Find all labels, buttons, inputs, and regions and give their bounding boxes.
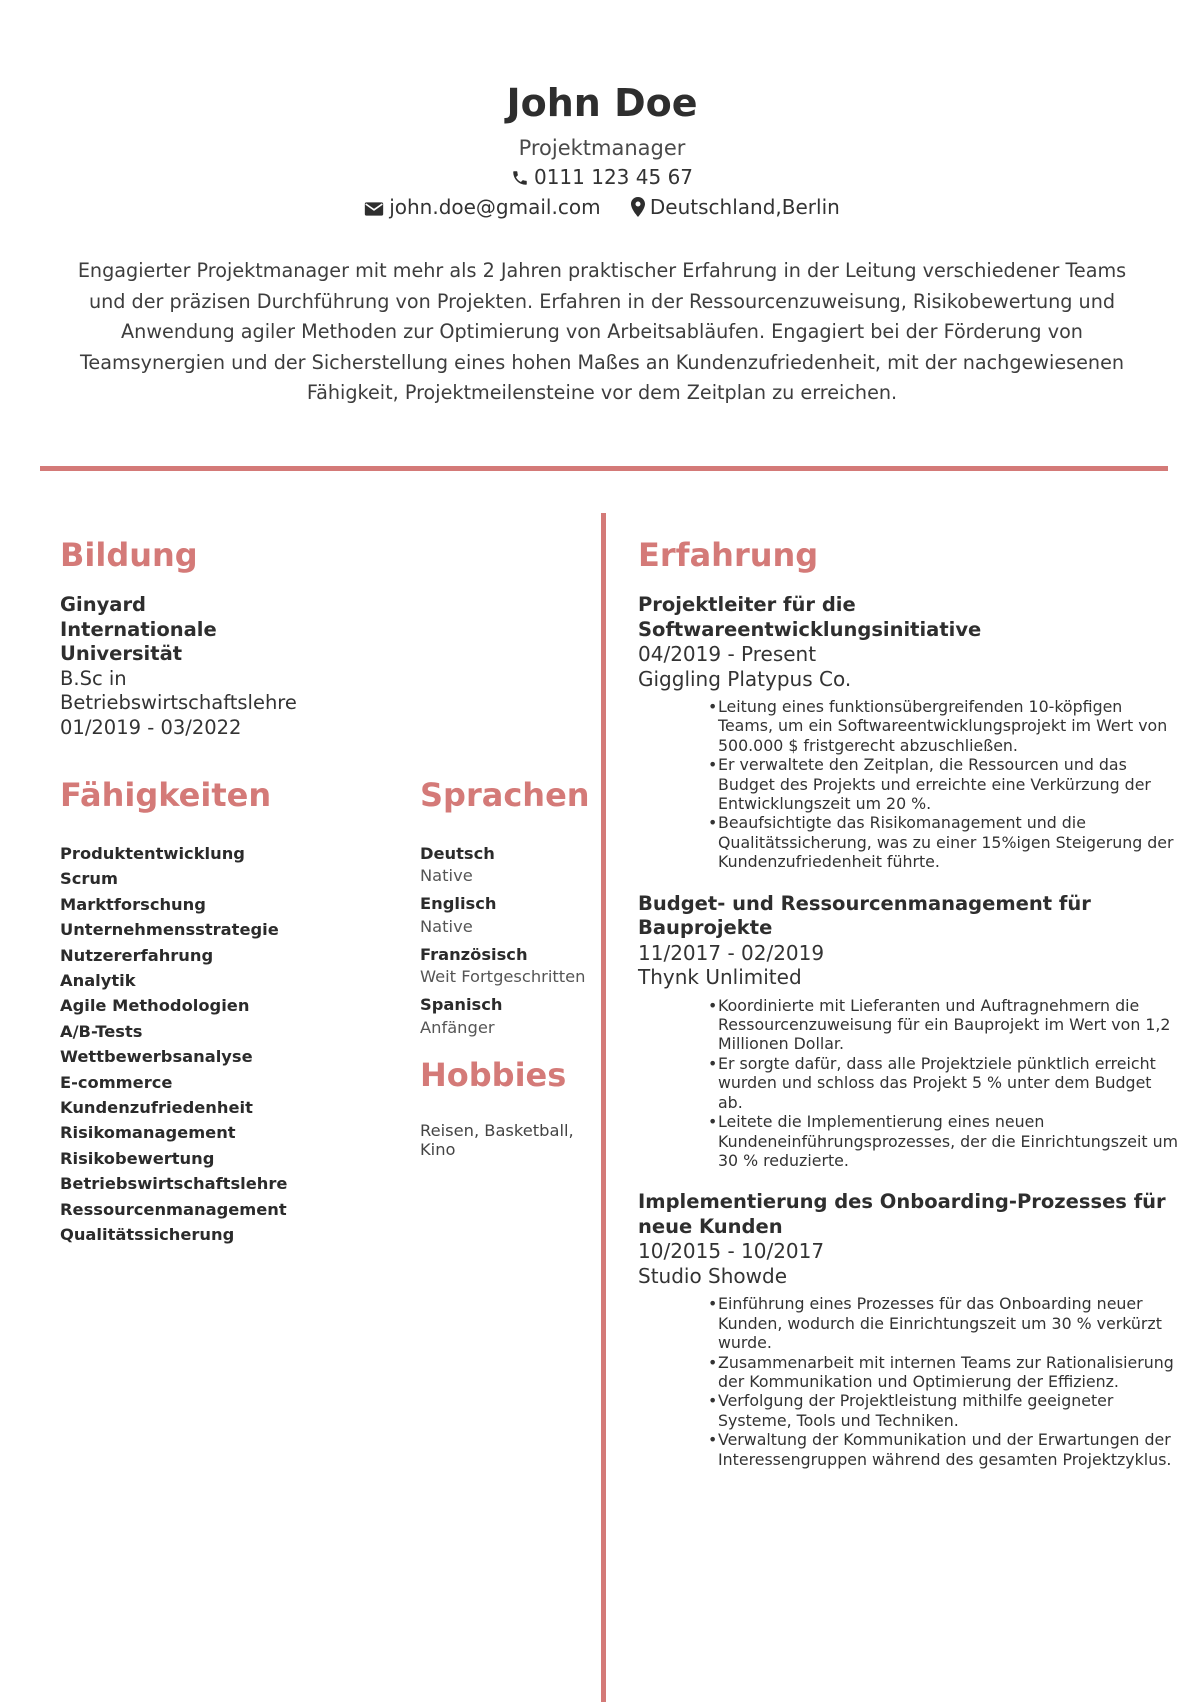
job-entry: [638, 1190, 1178, 1469]
skill-item: Wettbewerbsanalyse: [60, 1047, 253, 1067]
location-contact: [631, 192, 840, 222]
languages-list: [420, 841, 600, 1037]
experience-section: [638, 535, 1178, 1469]
job-bullets: [638, 996, 1178, 1171]
skill-item: Risikomanagement: [60, 1123, 236, 1143]
languages-heading: Sprachen: [420, 776, 590, 814]
language-level: Native: [420, 916, 473, 936]
contact-line: [0, 192, 1204, 222]
job-entry: [638, 892, 1178, 1171]
skill-item: Scrum: [60, 869, 118, 889]
job-company: Studio Showde: [638, 1263, 788, 1288]
profile-summary: Engagierter Projektmanager mit mehr als 2 Jahren praktischer Erfahrung in der Leitung verschiedener Teams und der präzisen Durchführung von Projekten. Erfahren in der Ressourcenzuweisung, Risikobewertung und Anwendung agiler Methoden zur Optimierung von Arbeitsabläufen. Engagiert bei der Förderung von Teamsynergien und der Sicherstellung eines hohen Maßes an Kundenzufriedenheit, mit der nachgewiesenen Fähigkeit, Projektmeilensteine vor dem Zeitplan zu erreichen.: [77, 259, 1127, 404]
skill-item: Betriebswirtschaftslehre: [60, 1174, 288, 1194]
skill-item: Qualitätssicherung: [60, 1225, 235, 1245]
job-title: Budget- und Ressourcenmanagement für Bauprojekte: [638, 891, 1091, 940]
job-company: Giggling Platypus Co.: [638, 666, 852, 691]
job-title: Projektleiter für die Softwareentwicklungsinitiative: [638, 593, 982, 641]
language-name: Französisch: [420, 944, 528, 964]
job-bullet: • Beaufsichtigte das Risikomanagement und die Qualitätssicherung, was zu einer 15%igen Steigerung der Kundenzufriedenheit führte.: [708, 813, 1178, 871]
language-name: Englisch: [420, 894, 497, 914]
envelope-icon: [364, 201, 384, 217]
language-level: Anfänger: [420, 1017, 495, 1037]
school-name: Ginyard Internationale Universität: [60, 593, 217, 665]
job-bullet: • Er verwaltete den Zeitplan, die Ressourcen und das Budget des Projekts und erreichte eine Verkürzung der Entwicklungszeit um 20 %.: [708, 755, 1178, 813]
skill-item: Analytik: [60, 971, 136, 991]
education-dates: 01/2019 - 03/2022: [60, 715, 242, 739]
job-bullets: [638, 1294, 1178, 1469]
horizontal-divider: [40, 466, 1168, 471]
skill-item: A/B-Tests: [60, 1021, 143, 1041]
email-address[interactable]: john.doe@gmail.com: [389, 195, 601, 219]
job-company: Thynk Unlimited: [638, 965, 802, 990]
skill-item: Nutzererfahrung: [60, 945, 214, 965]
job-title: Implementierung des Onboarding-Prozesses für neue Kunden: [638, 1190, 1166, 1238]
job-entry: [638, 593, 1178, 872]
job-bullet: • Koordinierte mit Lieferanten und Auftragnehmern die Ressourcenzuweisung für ein Bauprojekt im Wert von 1,2 Millionen Dollar.: [708, 996, 1178, 1054]
job-dates: 11/2017 - 02/2019: [638, 940, 825, 965]
candidate-name: John Doe: [506, 81, 698, 125]
skills-section: [60, 775, 380, 1248]
location-text: Deutschland,Berlin: [649, 195, 840, 219]
job-bullet: • Einführung eines Prozesses für das Onboarding neuer Kunden, wodurch die Einrichtungszeit um 30 % verkürzt wurde.: [708, 1294, 1178, 1352]
job-dates: 04/2019 - Present: [638, 642, 817, 666]
job-dates: 10/2015 - 10/2017: [638, 1239, 825, 1264]
skill-item: Produktentwicklung: [60, 844, 245, 863]
skill-item: Marktforschung: [60, 894, 206, 914]
email-contact[interactable]: [364, 192, 600, 222]
map-pin-icon: [631, 197, 645, 217]
skill-item: E-commerce: [60, 1072, 173, 1092]
experience-heading: Erfahrung: [638, 536, 819, 574]
education-heading: Bildung: [60, 536, 198, 574]
language-name: Spanisch: [420, 995, 503, 1015]
skill-item: Kundenzufriedenheit: [60, 1098, 253, 1118]
job-bullet: • Er sorgte dafür, dass alle Projektziele pünktlich erreicht wurden und schloss das Projekt 5 % unter dem Budget ab.: [708, 1054, 1178, 1112]
phone-number: 0111 123 45 67: [533, 165, 694, 189]
job-bullet: • Leitete die Implementierung eines neuen Kundeneinführungsprozesses, der die Einrichtungszeit um 30 % reduzierte.: [708, 1112, 1178, 1170]
skills-list: [60, 841, 380, 1248]
vertical-divider: [601, 513, 606, 1702]
education-section: [60, 535, 580, 740]
education-entry: [60, 593, 297, 740]
candidate-title: Projektmanager: [518, 136, 686, 160]
hobbies-text: Reisen, Basketball, Kino: [420, 1120, 574, 1159]
language-level: Weit Fortgeschritten: [420, 967, 586, 987]
resume-header: [0, 80, 1204, 222]
skill-item: Unternehmensstrategie: [60, 920, 279, 940]
job-bullet: • Zusammenarbeit mit internen Teams zur Rationalisierung der Kommunikation und Optimierung der Effizienz.: [708, 1353, 1178, 1392]
job-bullet: • Verwaltung der Kommunikation und der Erwartungen der Interessengruppen während des gesamten Projektzyklus.: [708, 1430, 1178, 1469]
skills-heading: Fähigkeiten: [60, 776, 272, 814]
job-bullet: • Verfolgung der Projektleistung mithilfe geeigneter Systeme, Tools und Techniken.: [708, 1391, 1178, 1430]
job-bullets: [638, 697, 1178, 872]
degree: B.Sc in Betriebswirtschaftslehre: [60, 666, 297, 714]
skill-item: Agile Methodologien: [60, 996, 250, 1016]
phone-line: [0, 162, 1204, 192]
languages-section: [420, 775, 600, 1159]
phone-contact: [511, 162, 693, 192]
language-name: Deutsch: [420, 844, 495, 863]
job-bullet: • Leitung eines funktionsübergreifenden 10-köpfigen Teams, um ein Softwareentwicklungsprojekt im Wert von 500.000 $ fristgerecht abzuschließen.: [708, 697, 1178, 755]
skill-item: Ressourcenmanagement: [60, 1199, 287, 1219]
phone-icon: [511, 169, 529, 187]
hobbies-heading: Hobbies: [420, 1055, 567, 1094]
skill-item: Risikobewertung: [60, 1148, 215, 1168]
language-level: Native: [420, 866, 473, 886]
